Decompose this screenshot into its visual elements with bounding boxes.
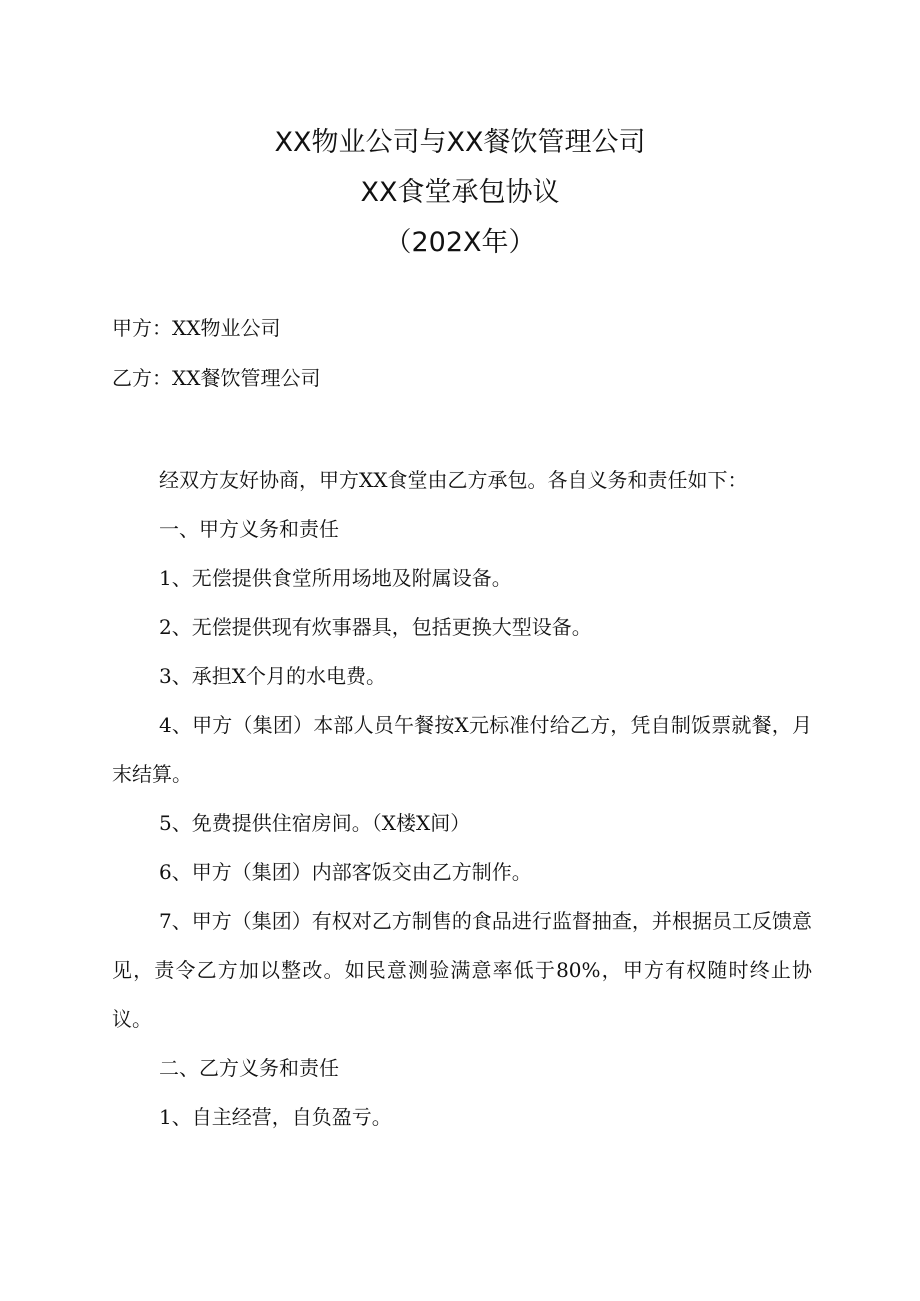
clause-a-6: 6、甲方（集团）内部客饭交由乙方制作。 bbox=[159, 860, 532, 884]
intro-paragraph: 经双方友好协商，甲方XX食堂由乙方承包。各自义务和责任如下： bbox=[159, 468, 748, 492]
clause-a-7: 7、甲方（集团）有权对乙方制售的食品进行监督抽查，并根据员工反馈意见，责令乙方加以整改。如民意测验满意率低于80%，甲方有权随时终止协议。 bbox=[112, 909, 812, 1031]
section-heading-party-b: 二、乙方义务和责任 bbox=[159, 1056, 339, 1080]
party-a: 甲方：XX物业公司 bbox=[112, 316, 281, 340]
clause-a-1: 1、无偿提供食堂所用场地及附属设备。 bbox=[159, 566, 512, 590]
clause-a-2: 2、无偿提供现有炊事器具，包括更换大型设备。 bbox=[159, 615, 592, 639]
document-title bbox=[0, 118, 920, 268]
clause-a-4: 4、甲方（集团）本部人员午餐按X元标准付给乙方，凭自制饭票就餐，月末结算。 bbox=[112, 713, 812, 786]
agreement-body bbox=[112, 456, 812, 1142]
title-line-1: XX物业公司与XX餐饮管理公司 bbox=[274, 127, 646, 158]
party-b: 乙方：XX餐饮管理公司 bbox=[112, 366, 321, 390]
clause-b-1: 1、自主经营，自负盈亏。 bbox=[159, 1105, 392, 1129]
clause-a-3: 3、承担X个月的水电费。 bbox=[159, 664, 386, 688]
section-heading-party-a: 一、甲方义务和责任 bbox=[159, 517, 339, 541]
title-line-3: （202X年） bbox=[384, 227, 536, 258]
clause-a-5: 5、免费提供住宿房间。（X楼X间） bbox=[159, 811, 471, 835]
title-line-2: XX食堂承包协议 bbox=[360, 177, 560, 208]
